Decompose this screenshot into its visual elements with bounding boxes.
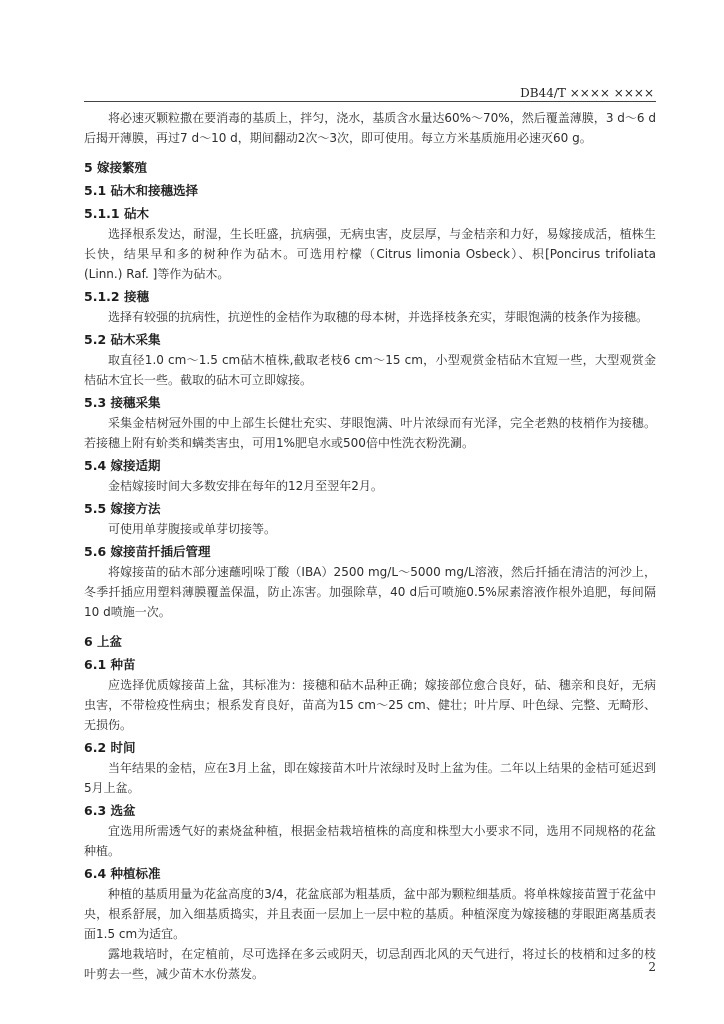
paragraph: 宜选用所需透气好的素烧盆种植，根据金桔栽培植株的高度和株型大小要求不同，选用不同规格的花盆种植。 xyxy=(84,824,656,858)
subsection-heading: 6.1 种苗 xyxy=(84,657,136,672)
paragraph: 选择根系发达，耐湿，生长旺盛，抗病强，无病虫害，皮层厚，与金桔亲和力好，易嫁接成活，植株生长快，结果早和多的树种作为砧木。可选用柠檬（Citrus limonia Osbeck）、枳[Poncirus trifoliata (Linn.) Raf. ]等作为砧木。 xyxy=(84,227,656,281)
section-heading: 5 嫁接繁殖 xyxy=(84,160,148,175)
paragraph: 应选择优质嫁接苗上盆，其标准为：接穗和砧木品种正确；嫁接部位愈合良好，砧、穗亲和良好，无病虫害，不带检疫性病虫；根系发育良好，苗高为15 cm～25 cm、健壮；叶片厚、叶色绿、完整、无畸形、无损伤。 xyxy=(84,678,656,732)
paragraph: 金桔嫁接时间大多数安排在每年的12月至翌年2月。 xyxy=(108,479,383,493)
subsection-heading: 5.3 接穗采集 xyxy=(84,395,161,410)
header-divider xyxy=(84,101,656,102)
subsection-heading: 5.2 砧木采集 xyxy=(84,332,161,347)
subsection-heading: 5.4 嫁接适期 xyxy=(84,458,161,473)
paragraph: 取直径1.0 cm～1.5 cm砧木植株,截取老枝6 cm～15 cm，小型观赏金桔砧木宜短一些，大型观赏金桔砧木宜长一些。截取的砧木可立即嫁接。 xyxy=(84,353,656,387)
paragraph: 采集金桔树冠外围的中上部生长健壮充实、芽眼饱满、叶片浓绿而有光泽，完全老熟的枝梢作为接穗。若接穗上附有蚧类和螨类害虫，可用1%肥皂水或500倍中性洗衣粉洗涮。 xyxy=(84,416,656,450)
subsection-heading: 6.4 种植标准 xyxy=(84,866,161,881)
page-number: 2 xyxy=(648,960,656,974)
document-code: DB44/T ×××× ×××× xyxy=(520,86,654,100)
document-body xyxy=(84,108,656,984)
paragraph: 当年结果的金桔，应在3月上盆，即在嫁接苗木叶片浓绿时及时上盆为佳。二年以上结果的金桔可延迟到5月上盆。 xyxy=(84,761,656,795)
paragraph: 露地栽培时，在定植前，尽可选择在多云或阴天，切忌刮西北风的天气进行，将过长的枝梢和过多的枝叶剪去一些，减少苗木水份蒸发。 xyxy=(84,947,656,981)
section-heading: 6 上盆 xyxy=(84,634,123,649)
paragraph: 将必速灭颗粒撒在要消毒的基质上，拌匀，浇水，基质含水量达60%～70%，然后覆盖薄膜，3 d～6 d后揭开薄膜，再过7 d～10 d，期间翻动2次～3次，即可使用。每立方米基质施用必速灭60 g。 xyxy=(84,111,656,145)
paragraph: 可使用单芽腹接或单芽切接等。 xyxy=(108,522,277,536)
subsection-heading: 5.1.1 砧木 xyxy=(84,206,149,221)
subsection-heading: 5.5 嫁接方法 xyxy=(84,501,161,516)
paragraph: 选择有较强的抗病性，抗逆性的金桔作为取穗的母本树，并选择枝条充实，芽眼饱满的枝条作为接穗。 xyxy=(108,310,649,324)
paragraph: 将嫁接苗的砧木部分速蘸吲哚丁酸（IBA）2500 mg/L～5000 mg/L溶液，然后扦插在清洁的河沙上，冬季扦插应用塑料薄膜覆盖保温，防止冻害。加强除草，40 d后可喷施0.5%尿素溶液作根外追肥，每间隔10 d喷施一次。 xyxy=(84,565,656,619)
subsection-heading: 6.2 时间 xyxy=(84,740,136,755)
paragraph: 种植的基质用量为花盆高度的3/4，花盆底部为粗基质，盆中部为颗粒细基质。将单株嫁接苗置于花盆中央，根系舒展，加入细基质捣实，并且表面一层加上一层中粒的基质。种植深度为嫁接穗的芽眼距离基质表面1.5 cm为适宜。 xyxy=(84,887,656,941)
subsection-heading: 5.6 嫁接苗扦插后管理 xyxy=(84,544,211,559)
subsection-heading: 5.1 砧木和接穗选择 xyxy=(84,183,198,198)
subsection-heading: 5.1.2 接穗 xyxy=(84,289,149,304)
subsection-heading: 6.3 选盆 xyxy=(84,803,136,818)
